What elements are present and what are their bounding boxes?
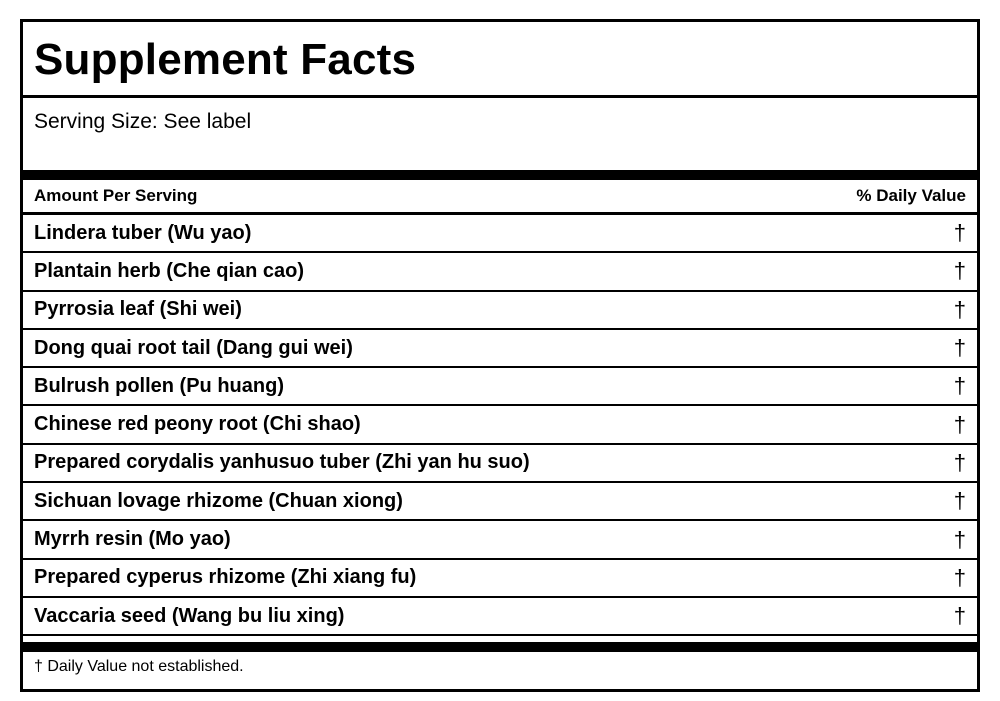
ingredient-row: [23, 406, 977, 444]
column-header-row: [23, 180, 977, 215]
ingredient-dv: †: [953, 526, 966, 552]
ingredient-name: Bulrush pollen (Pu huang): [34, 374, 284, 397]
ingredient-row: [23, 368, 977, 406]
supplement-facts-panel: [20, 19, 980, 692]
ingredient-row: [23, 560, 977, 598]
ingredient-dv: †: [953, 603, 966, 629]
ingredient-row: [23, 292, 977, 330]
ingredient-name: Lindera tuber (Wu yao): [34, 221, 252, 244]
ingredient-dv: †: [953, 411, 966, 437]
ingredient-row: [23, 445, 977, 483]
ingredient-dv: †: [953, 220, 966, 246]
title-section: [23, 22, 977, 98]
ingredient-name: Myrrh resin (Mo yao): [34, 528, 231, 551]
ingredient-dv: †: [953, 488, 966, 514]
daily-value-header: % Daily Value: [856, 186, 966, 205]
ingredient-row: [23, 483, 977, 521]
ingredient-row: [23, 598, 977, 636]
ingredient-name: Sichuan lovage rhizome (Chuan xiong): [34, 489, 403, 512]
ingredient-dv: †: [953, 373, 966, 399]
ingredient-dv: †: [953, 296, 966, 322]
serving-size: Serving Size: See label: [34, 110, 252, 133]
ingredient-row: [23, 215, 977, 253]
ingredient-dv: †: [953, 335, 966, 361]
ingredient-row: [23, 330, 977, 368]
ingredient-name: Chinese red peony root (Chi shao): [34, 413, 361, 436]
ingredient-name: Vaccaria seed (Wang bu liu xing): [34, 604, 345, 627]
thick-divider: [23, 170, 977, 180]
ingredient-dv: †: [953, 258, 966, 284]
thick-divider-bottom: [23, 642, 977, 652]
ingredient-dv: †: [953, 449, 966, 475]
panel-title: Supplement Facts: [34, 35, 417, 84]
ingredient-name: Dong quai root tail (Dang gui wei): [34, 336, 353, 359]
ingredient-name: Prepared cyperus rhizome (Zhi xiang fu): [34, 566, 417, 589]
amount-per-serving-header: Amount Per Serving: [34, 186, 198, 205]
ingredient-row: [23, 521, 977, 559]
ingredient-name: Prepared corydalis yanhusuo tuber (Zhi yan hu suo): [34, 451, 530, 474]
footnote: † Daily Value not established.: [34, 658, 244, 676]
ingredient-row: [23, 253, 977, 291]
ingredient-name: Pyrrosia leaf (Shi wei): [34, 298, 242, 321]
ingredient-name: Plantain herb (Che qian cao): [34, 259, 305, 282]
ingredient-dv: †: [953, 564, 966, 590]
